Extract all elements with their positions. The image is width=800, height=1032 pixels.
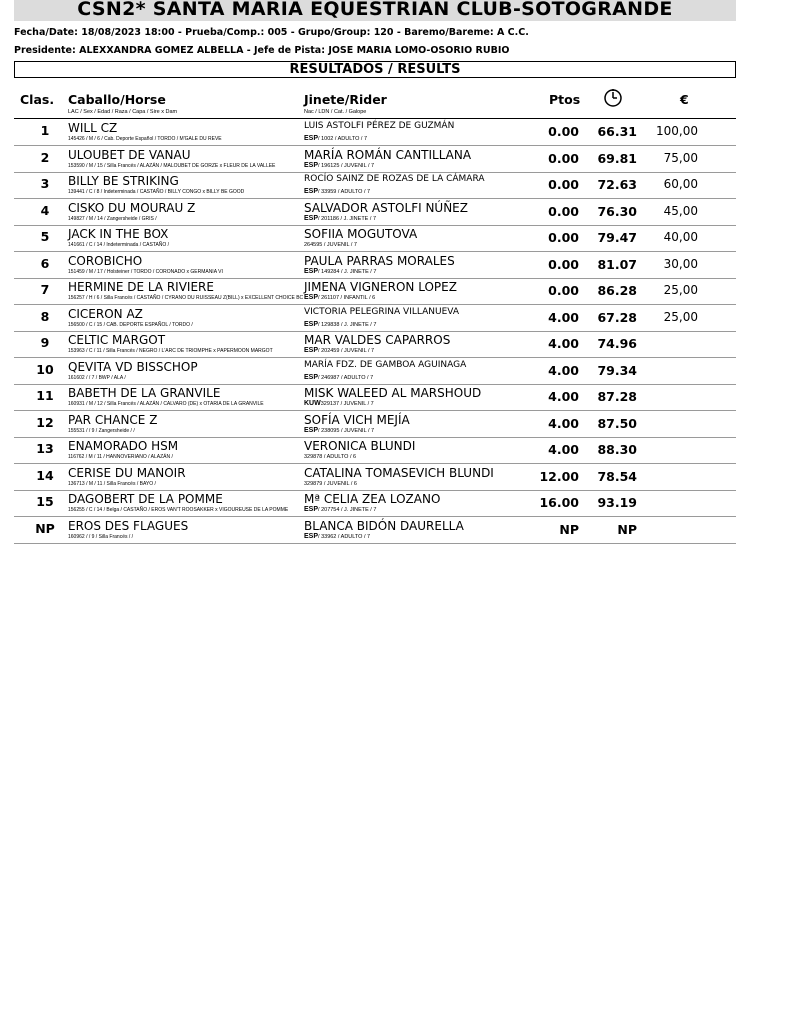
- clock-icon: [603, 88, 623, 113]
- rider-details: / 238095 / JUVENIL / 7: [318, 427, 375, 434]
- rank: 4: [40, 202, 50, 218]
- col-rider-subheader: Nac / LDN / Cat. / Galope: [304, 109, 367, 115]
- horse-name: QEVITA VD BISSCHOP: [68, 359, 198, 374]
- rider-info: [304, 347, 374, 354]
- rider-details: / 207754 / J. JINETE / 7: [318, 507, 377, 513]
- rank: 7: [40, 282, 50, 297]
- horse-name: COROBICHO: [68, 253, 143, 268]
- rider-info: [304, 453, 356, 460]
- horse-info: 151459 / M / 17 / Holsteiner / TORDO / CORONADO x GERMANIA VI: [68, 268, 223, 275]
- horse-info: 156500 / C / 15 / CAB. DEPORTE ESPAÑOL / TORDO /: [68, 321, 193, 328]
- points: 0.00: [548, 203, 579, 219]
- horse-name: CICERON AZ: [68, 306, 143, 321]
- table-row: [14, 199, 736, 226]
- rank: 10: [36, 361, 54, 377]
- points: 0.00: [548, 150, 579, 166]
- horse-info: 116762 / M / 11 / HANNOVERIANO / ALAZÁN /: [68, 454, 173, 460]
- table-row: [14, 490, 736, 517]
- prize: 30,00: [663, 256, 698, 271]
- horse-name: BABETH DE LA GRANVILE: [68, 386, 221, 400]
- time: 88.30: [597, 442, 637, 457]
- rider-details: / 196125 / JUVENIL / 7: [318, 162, 375, 169]
- table-row: [14, 305, 736, 332]
- table-row: [14, 119, 736, 146]
- rider-name: SOFIIA MOGUTOVA: [304, 227, 418, 241]
- horse-info: 153590 / M / 15 / Silla Francés / ALAZÁN / MALOUBET DE GORZE x FLEUR DE LA VALLEE: [68, 162, 276, 169]
- rider-info: [304, 241, 357, 248]
- table-row: [14, 437, 736, 464]
- rider-name: ROCÍO SAINZ DE ROZAS DE LA CÁMARA: [304, 174, 485, 184]
- time: 86.28: [597, 283, 637, 298]
- col-pts-header: Ptos: [549, 92, 581, 107]
- points: 4.00: [548, 415, 579, 431]
- horse-name: HERMINE DE LA RIVIERE: [68, 280, 214, 294]
- rider-name: MAR VALDES CAPARROS: [304, 333, 451, 347]
- table-row: [14, 331, 736, 358]
- rider-details: / 1002 / ADULTO / 7: [318, 136, 368, 142]
- rider-name: MARÍA ROMÁN CANTILLANA: [304, 147, 472, 162]
- rider-details: / 261107 / INFANTIL / 6: [318, 295, 376, 301]
- prize: 100,00: [656, 124, 698, 138]
- time: 87.50: [597, 415, 637, 431]
- horse-info: 160931 / M / 12 / Silla Francés / ALAZÁN / CALVARO (DE) x OTARIA DE LA GRANVILE: [68, 401, 264, 407]
- col-horse-header: Caballo/Horse: [68, 92, 166, 107]
- time: 66.31: [597, 124, 637, 139]
- rider-info: [304, 427, 374, 434]
- horse-info: 136713 / M / 11 / Silla Francés / BAYO /: [68, 480, 156, 487]
- page-title: CSN2* SANTA MARIA EQUESTRIAN CLUB-SOTOGRANDE: [77, 0, 673, 20]
- rider-name: LUIS ASTOLFI PÉREZ DE GUZMÁN: [304, 121, 455, 131]
- time: 79.47: [597, 230, 637, 245]
- points: 0.00: [548, 230, 579, 245]
- horse-name: CERISE DU MANOIR: [68, 465, 186, 480]
- rider-info: [304, 374, 373, 381]
- table-row: [14, 358, 736, 385]
- rider-details: 329878 / ADULTO / 6: [304, 454, 357, 460]
- rider-name: MARÍA FDZ. DE GAMBOA AGUINAGA: [304, 359, 467, 370]
- rider-nationality: ESP: [304, 373, 319, 381]
- time: 69.81: [597, 150, 637, 166]
- rank: 8: [40, 308, 50, 324]
- horse-info: 156255 / C / 14 / Belga / CASTAÑO / EROS VAN'T ROOSAKKER x VIGOUREUSE DE LA POMME: [68, 507, 289, 513]
- rider-name: BLANCA BIDÓN DAURELLA: [304, 518, 464, 533]
- rider-details: / 33962 / ADULTO / 7: [318, 533, 371, 540]
- competition-info: Fecha/Date: 18/08/2023 18:00 - Prueba/Comp.: 005 - Grupo/Group: 120 - Baremo/Bareme: A C.C.: [14, 27, 529, 38]
- points: 16.00: [539, 495, 579, 510]
- rider-nationality: ESP: [304, 135, 319, 142]
- prize: 45,00: [663, 203, 698, 218]
- points: 0.00: [548, 124, 579, 139]
- horse-info: 149827 / M / 14 / Zangersheide / GRIS /: [68, 215, 157, 222]
- table-row: [14, 252, 736, 279]
- rank: 5: [40, 229, 50, 244]
- rider-nationality: ESP: [304, 294, 319, 301]
- rider-details: / 149284 / J. JINETE / 7: [318, 268, 377, 275]
- prize: 40,00: [663, 230, 698, 244]
- rider-details: 329879 / JUVENIL / 6: [304, 480, 357, 487]
- rank: 6: [40, 255, 50, 271]
- rider-info: [304, 294, 375, 301]
- rider-name: PAULA PARRAS MORALES: [304, 253, 455, 268]
- rider-nationality: ESP: [304, 267, 319, 275]
- rank: 2: [40, 149, 50, 165]
- points: 4.00: [548, 309, 579, 325]
- rider-info: [304, 135, 367, 142]
- horse-info: 156257 / H / 6 / Silla Francés / CASTAÑO / CYRANO DU RUISSEAU Z(BILL) x EXCELLENT CHOICE BC: [68, 295, 304, 301]
- table-row: [14, 172, 736, 199]
- rider-details: / 246987 / ADULTO / 7: [318, 374, 374, 381]
- rider-nationality: ESP: [304, 426, 319, 434]
- time: 81.07: [597, 256, 637, 272]
- points: 4.00: [548, 362, 579, 378]
- table-row: [14, 411, 736, 438]
- rank: NP: [35, 520, 55, 536]
- points: 12.00: [539, 468, 579, 484]
- rider-info: [304, 162, 374, 169]
- table-row: [14, 464, 736, 491]
- time: 87.28: [597, 389, 637, 404]
- horse-name: EROS DES FLAGUES: [68, 518, 189, 533]
- rider-name: Mª CELIA ZEA LOZANO: [304, 492, 441, 506]
- time: 72.63: [597, 177, 637, 192]
- horse-info: 161602 / / 7 / BWP / ALA /: [68, 374, 126, 381]
- rank: 9: [40, 335, 50, 350]
- table-row: [14, 384, 736, 411]
- col-horse-subheader: LAC / Sex / Edad / Raza / Capa / Sire x Dam: [68, 109, 178, 115]
- rider-nationality: ESP: [304, 161, 319, 169]
- rank: 14: [36, 467, 54, 483]
- horse-name: WILL CZ: [68, 121, 118, 135]
- horse-name: ULOUBET DE VANAU: [68, 147, 191, 162]
- col-prize-header: €: [680, 92, 689, 107]
- table-row: [14, 225, 736, 252]
- rider-details: / 201186 / J. JINETE / 7: [318, 215, 376, 222]
- points: 0.00: [548, 177, 579, 192]
- prize: 75,00: [663, 150, 698, 165]
- col-rider-header: Jinete/Rider: [304, 92, 387, 107]
- rider-name: VICTORIA PELEGRINA VILLANUEVA: [304, 306, 459, 317]
- prize: 25,00: [663, 283, 698, 297]
- rider-info: [304, 533, 370, 540]
- rank: 1: [40, 123, 50, 138]
- rider-name: CATALINA TOMASEVICH BLUNDI: [304, 465, 494, 480]
- rank: 13: [36, 441, 54, 456]
- rider-name: VERONICA BLUNDI: [304, 439, 416, 453]
- table-row: [14, 517, 736, 544]
- horse-info: 141661 / C / 14 / Indeterminada / CASTAÑO /: [68, 242, 170, 248]
- rider-info: [304, 400, 374, 407]
- horse-name: DAGOBERT DE LA POMME: [68, 492, 223, 506]
- points: 4.00: [548, 442, 579, 457]
- rider-details: / 202459 / JUVENIL / 7: [318, 348, 375, 354]
- horse-info: 145426 / M / 6 / Cab. Deporte Español / TORDO / M'GALE DU REVE: [68, 136, 222, 142]
- prize: 60,00: [663, 177, 698, 191]
- horse-info: 139441 / C / 8 / Indeterminada / CASTAÑO / BILLY CONGO x BILLY BE GOOD: [68, 189, 245, 195]
- rider-name: MISK WALEED AL MARSHOUD: [304, 386, 482, 400]
- points: NP: [559, 521, 579, 537]
- rider-name: SALVADOR ASTOLFI NÚÑEZ: [304, 200, 468, 215]
- rider-nationality: ESP: [304, 188, 319, 195]
- rider-info: [304, 188, 370, 195]
- time: NP: [617, 521, 637, 537]
- rider-name: JIMENA VIGNERON LOPEZ: [304, 280, 457, 294]
- points: 4.00: [548, 336, 579, 351]
- time: 78.54: [597, 468, 637, 484]
- horse-name: PAR CHANCE Z: [68, 412, 158, 427]
- rank: 3: [40, 176, 50, 191]
- rider-details: / 33959 / ADULTO / 7: [318, 189, 371, 195]
- rider-details: / 129838 / J. JINETE / 7: [318, 321, 377, 328]
- horse-info: 160962 / / 9 / Silla Francés / /: [68, 533, 134, 540]
- points: 4.00: [548, 389, 579, 404]
- rider-info: [304, 321, 376, 328]
- results-title: RESULTADOS / RESULTS: [289, 62, 461, 77]
- horse-info: 155531 / / 9 / Zangersheide / /: [68, 427, 135, 434]
- table-row: [14, 146, 736, 173]
- time: 79.34: [597, 362, 637, 378]
- horse-name: CISKO DU MOURAU Z: [68, 200, 196, 215]
- rider-info: [304, 480, 357, 487]
- rider-info: [304, 215, 376, 222]
- rider-details: 264595 / JUVENIL / 7: [304, 242, 357, 248]
- horse-info: 153963 / C / 11 / Silla Francés / NEGRO / L'ARC DE TRIOMPHE x PAPERMOON MARGOT: [68, 348, 273, 354]
- rank: 12: [36, 414, 54, 430]
- officials-info: Presidente: ALEXXANDRA GOMEZ ALBELLA - Jefe de Pista: JOSE MARIA LOMO-OSORIO RUBIO: [14, 45, 510, 56]
- time: 67.28: [597, 309, 637, 325]
- rider-name: SOFÍA VICH MEJÍA: [304, 412, 410, 427]
- horse-name: JACK IN THE BOX: [68, 227, 169, 241]
- rider-nationality: ESP: [304, 214, 319, 222]
- rider-nationality: ESP: [304, 532, 319, 540]
- col-clas-header: Clas.: [20, 92, 55, 107]
- rider-nationality: ESP: [304, 347, 319, 354]
- time: 93.19: [597, 495, 637, 510]
- rider-nationality: ESP: [304, 506, 319, 513]
- points: 0.00: [548, 256, 579, 272]
- time: 74.96: [597, 336, 637, 351]
- rank: 15: [36, 494, 54, 509]
- table-row: [14, 278, 736, 305]
- time: 76.30: [597, 203, 637, 219]
- rider-nationality: ESP: [304, 320, 319, 328]
- horse-name: CELTIC MARGOT: [68, 333, 166, 347]
- rider-info: [304, 506, 376, 513]
- horse-name: BILLY BE STRIKING: [68, 174, 179, 188]
- prize: 25,00: [663, 309, 698, 324]
- rank: 11: [36, 388, 54, 403]
- horse-name: ENAMORADO HSM: [68, 439, 179, 453]
- rider-info: [304, 268, 376, 275]
- rider-nationality: KUW: [304, 400, 321, 407]
- points: 0.00: [548, 283, 579, 298]
- rider-details: 329137 / JUVENIL / 7: [320, 401, 374, 407]
